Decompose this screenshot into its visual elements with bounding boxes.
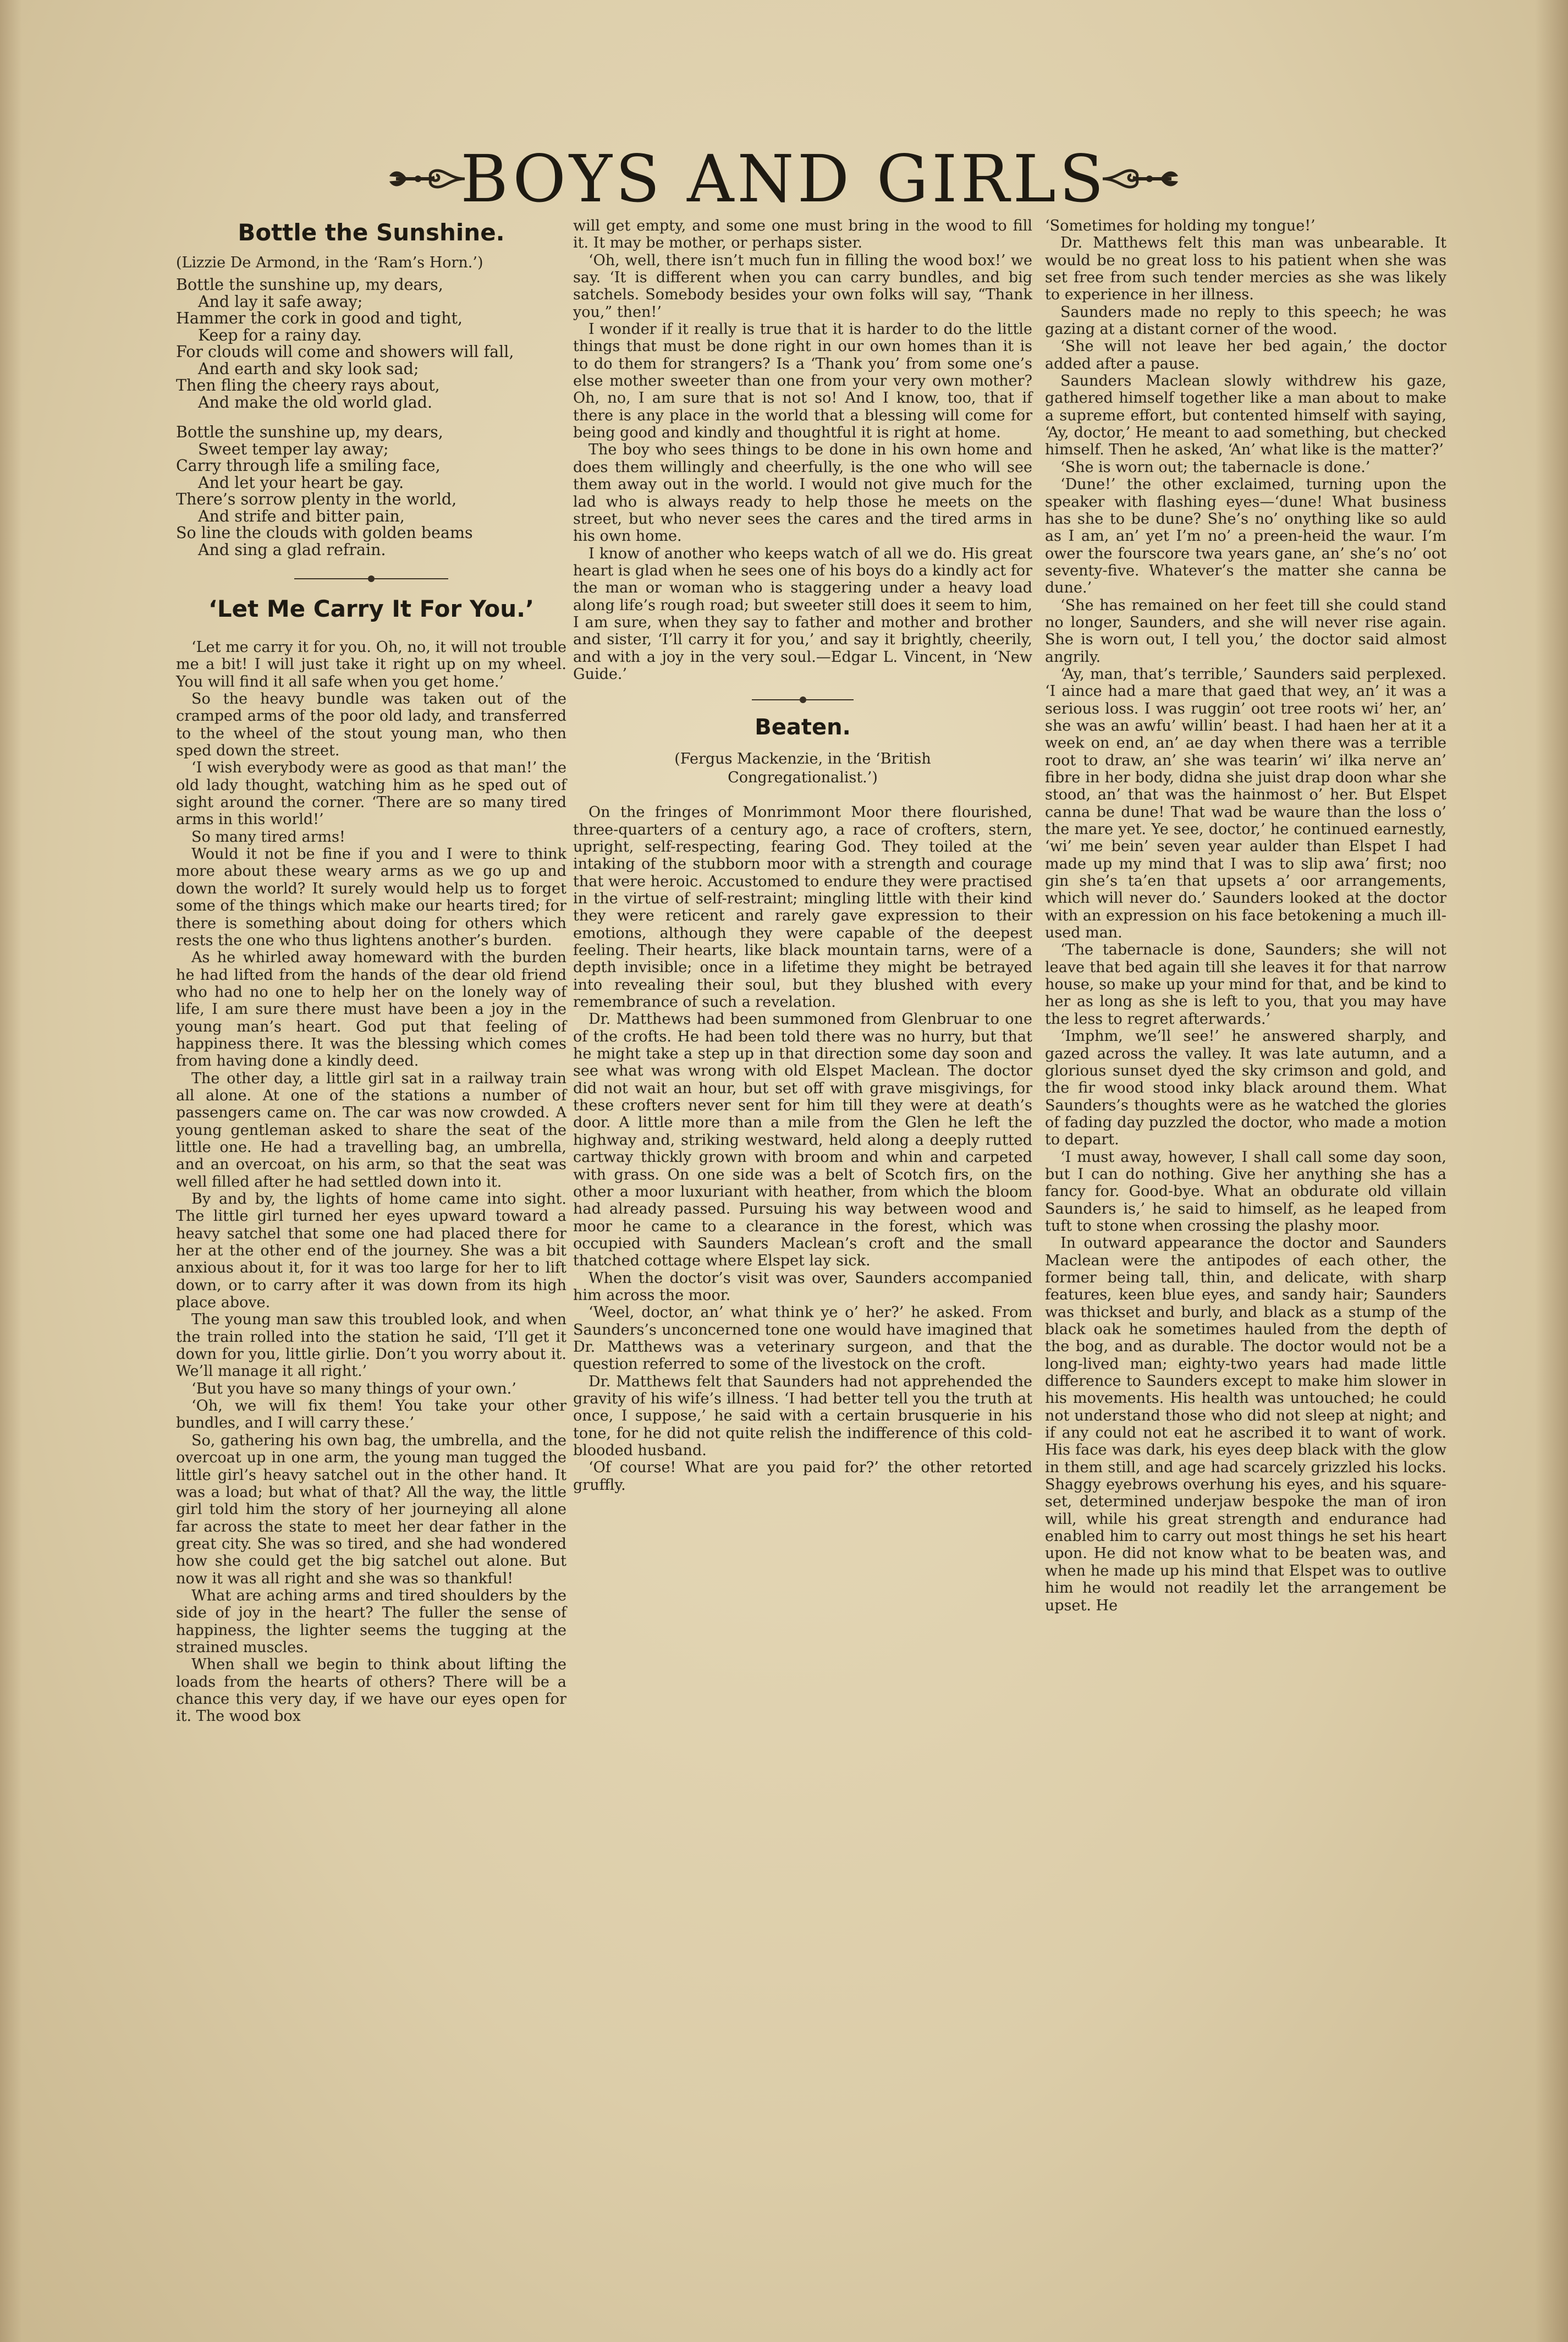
paragraph: Saunders Maclean slowly withdrew his gaze, gathered himself together like a man about to make a supreme effort, but contented himself with saying, ‘Ay, doctor,’ He meant to aad something, but checked himself. Then he asked, ‘An’ what like is the matter?’ bbox=[1045, 372, 1446, 459]
masthead-title: BOYS AND GIRLS bbox=[460, 141, 1107, 217]
paragraph: Dr. Matthews had been summoned from Glenbruar to one of the crofts. He had been told there was no hurry, but that he might take a step up in that direction some day soon and see what was wrong with old Elspet Maclean. The doctor did not wait an hour, but set off with grave misgivings, for these crofters never sent for him till they were at death’s door. A little more than a mile from the Glen he left the highway and, striking westward, held along a deeply rutted cartway thickly grown with broom and whin and carpeted with grass. On one side was a belt of Scotch firs, on the other a moor luxuriant with heather, from which the bloom had already passed. Pursuing his way between wood and moor he came to a clearance in the forest, which was occupied with Saunders Maclean’s croft and the small thatched cottage where Elspet lay sick. bbox=[573, 1011, 1032, 1270]
poem-line: And let your heart be gay. bbox=[198, 473, 404, 492]
paragraph: The boy who sees things to be done in his own home and does them willingly and cheerfully, is the one who will see them away out in the world. I would not give much for the lad who is always ready to help those he meets on the street, but who never sees the cares and the tired arms in his own home. bbox=[573, 441, 1032, 545]
paragraph: By and by, the lights of home came into sight. The little girl turned her eyes upward toward a heavy satchel that some one had placed there for her at the other end of the journey. She was a bit anxious about it, for it was too large for her to lift down, or to carry after it was down from its high place above. bbox=[176, 1191, 566, 1312]
paragraph: ‘Oh, we will fix them! You take your other bundles, and I will carry these.’ bbox=[176, 1397, 566, 1432]
paragraph: ‘She has remained on her feet till she could stand no longer, Saunders, and she will never rise again. She is worn out, I tell you,’ the doctor said almost angrily. bbox=[1045, 596, 1446, 666]
paragraph: Dr. Matthews felt that Saunders had not apprehended the gravity of his wife’s illness. ‘I had better tell you the truth at once, I suppose,’ he said with a certain brusquerie in his tone, for he did not quite relish the indifference of this cold-blooded husband. bbox=[573, 1373, 1032, 1459]
paragraph: As he whirled away homeward with the burden he had lifted from the hands of the dear old friend who had no one to help her on the lonely way of life, I am sure there must have been a joy in the young man’s heart. God put that feeling of happiness there. It was the blessing which comes from having done a kindly deed. bbox=[176, 949, 566, 1070]
paragraph: Dr. Matthews felt this man was unbearable. It would be no great loss to his patient when she was set free from such tender mercies as she was likely to experience in her illness. bbox=[1045, 234, 1446, 304]
paragraph: The young man saw this troubled look, and when the train rolled into the station he said, ‘I’ll get it down for you, little girlie. Don’t you worry about it. We’ll manage it all right.’ bbox=[176, 1311, 566, 1380]
poem-verse bbox=[176, 277, 566, 558]
story-body bbox=[176, 639, 566, 1725]
poem-line: So line the clouds with golden beams bbox=[176, 524, 473, 542]
paragraph: ‘Of course! What are you paid for?’ the other retorted gruffly. bbox=[573, 1459, 1032, 1494]
poem-line: Keep for a rainy day. bbox=[198, 326, 362, 344]
paragraph: will get empty, and some one must bring in the wood to fill it. It may be mother, or perhaps sister. bbox=[573, 217, 1032, 252]
story-byline: (Fergus Mackenzie, in the ‘British Congregationalist.’) bbox=[674, 750, 931, 787]
poem-byline: (Lizzie De Armond, in the ‘Ram’s Horn.’) bbox=[176, 254, 483, 271]
paragraph: So, gathering his own bag, the umbrella, and the overcoat up in one arm, the young man tugged the little girl’s heavy satchel out in the other hand. It was a load; but what of that? All the way, the little girl told him the story of her journeying all alone far across the state to meet her dear father in the great city. She was so tired, and she had wondered how she could get the big satchel out alone. But now it was all right and she was so thankful! bbox=[176, 1431, 566, 1587]
story-title-beaten: Beaten. bbox=[755, 715, 851, 741]
paragraph: ‘She is worn out; the tabernacle is done.’ bbox=[1060, 458, 1371, 476]
column-3 bbox=[1045, 217, 1446, 1614]
story-continuation bbox=[573, 217, 1032, 683]
paragraph: ‘Weel, doctor, an’ what think ye o’ her?’ he asked. From Saunders’s unconcerned tone one would have imagined that Dr. Matthews was a veterinary surgeon, and that the question referred to some of the livestock on the croft. bbox=[573, 1304, 1032, 1373]
poem-line: Then fling the cheery rays about, bbox=[176, 376, 440, 394]
paragraph: ‘Ay, man, that’s terrible,’ Saunders said perplexed. ‘I aince had a mare that gaed that wey, an’ it was a serious loss. I was ruggin’ oot tree roots wi’ her, an’ she was an awfu’ willin’ beast. I had haen her at it a week on end, an’ ae day when there was a terrible root to draw, an’ she was tearin’ wi’ ilka nerve an’ fibre in her body, didna she juist drap doon whar she stood, an’ that was the hainmost o’ her. But Elspet canna be dune! That wad be waure than the loss o’ the mare yet. Ye see, doctor,’ he continued earnestly, ‘wi’ me bein’ seven year aulder than Elspet I had made up my mind that I was to slip awa’ first; noo gin she’s ta’en that upsets a’ oor arrangements, which will never do.’ Saunders looked at the doctor with an expression on his face betokening a much ill-used man. bbox=[1045, 665, 1446, 942]
poem-line: And sing a glad refrain. bbox=[198, 540, 386, 559]
paragraph: When the doctor’s visit was over, Saunders accompanied him across the moor. bbox=[573, 1269, 1032, 1304]
paragraph: I know of another who keeps watch of all we do. His great heart is glad when he sees one of his boys do a kindly act for the man or woman who is staggering under a heavy load along life’s rough road; but sweeter still does it seem to him, I am sure, when they say to father and mother and brother and sister, ‘I’ll carry it for you,’ and say it brightly, cheerily, and with a joy in the very soul.—Edgar L. Vincent, in ‘New Guide.’ bbox=[573, 545, 1032, 683]
paragraph: ‘Oh, well, there isn’t much fun in filling the wood box!’ we say. ‘It is different when you can carry bundles, and big satchels. Somebody besides your own folks will say, “Thank you,” then!’ bbox=[573, 251, 1032, 321]
paragraph: The other day, a little girl sat in a railway train all alone. At one of the stations a number of passengers came on. The car was now crowded. A young gentleman asked to share the seat of the little one. He had a travelling bag, an umbrella, and an overcoat, on his arm, so that the seat was well filled after he had settled down into it. bbox=[176, 1069, 566, 1191]
story-continuation bbox=[1045, 217, 1446, 1614]
left-flourish-ornament bbox=[385, 154, 467, 204]
poem-line: Sweet temper lay away; bbox=[198, 440, 389, 458]
section-divider bbox=[573, 692, 1032, 708]
paragraph: ‘I must away, however, I shall call some day soon, but I can do nothing. Give her anything she has a fancy for. Good-bye. What an obdurate old villain Saunders is,’ he said to himself, as he leaped from tuft to stone when crossing the plashy moor. bbox=[1045, 1148, 1446, 1235]
paragraph: ‘Dune!’ the other exclaimed, turning upon the speaker with flashing eyes—‘dune! What business has she to be dune? She’s no’ onything like so auld as I am, an’ yet I’m no’ a preen-heid the waur. I’m ower the fourscore twa years gane, an’ she’s no’ oot seventy-five. Whatever’s the matter she canna be dune.’ bbox=[1045, 476, 1446, 597]
poem-line: And earth and sky look sad; bbox=[198, 359, 419, 378]
paragraph: In outward appearance the doctor and Saunders Maclean were the antipodes of each other, the former being tall, thin, and delicate, with sharp features, keen blue eyes, and sandy hair; Saunders was thickset and burly, and black as a stump of the black oak he sometimes hauled from the depth of the bog, and as durable. The doctor would not be a long-lived man; eighty-two years had made little difference to Saunders except to make him slower in his movements. His health was untouched; he could not understand those who did not sleep at night; and if any could not eat he ascribed it to want of work. His face was dark, his eyes deep black with the glow in them still, and age had scarcely grizzled his locks. Shaggy eyebrows overhung his eyes, and his square-set, determined underjaw bespoke the man of iron will, while his great strength and endurance had enabled him to carry out most things he set his heart upon. He did not know what to be beaten was, and when he made up his mind that Elspet was to outlive him he would not readily let the arrangement be upset. He bbox=[1045, 1235, 1446, 1614]
paragraph: ‘Sometimes for holding my tongue!’ bbox=[1045, 217, 1316, 234]
paragraph: So many tired arms! bbox=[191, 828, 345, 846]
poem-line: For clouds will come and showers will fall, bbox=[176, 343, 514, 361]
column-2 bbox=[573, 217, 1032, 1494]
poem-line: Hammer the cork in good and tight, bbox=[176, 309, 463, 327]
paragraph: ‘But you have so many things of your own.’ bbox=[191, 1380, 516, 1397]
poem-line: And strife and bitter pain, bbox=[198, 507, 405, 525]
paragraph: What are aching arms and tired shoulders by the side of joy in the heart? The fuller the sense of happiness, the lighter seems the tugging at the strained muscles. bbox=[176, 1587, 566, 1656]
poem-line bbox=[176, 411, 566, 424]
poem-line: And make the old world glad. bbox=[198, 393, 433, 412]
paragraph: ‘I wish everybody were as good as that man!’ the old lady thought, watching him as he sped out of sight around the corner. ‘There are so many tired arms in this world!’ bbox=[176, 759, 566, 829]
poem-line: There’s sorrow plenty in the world, bbox=[176, 490, 457, 508]
paragraph: ‘Let me carry it for you. Oh, no, it will not trouble me a bit! I will just take it right up on my wheel. You will find it all safe when you get home.’ bbox=[176, 639, 566, 690]
column-1 bbox=[176, 217, 566, 1725]
paragraph: I wonder if it really is true that it is harder to do the little things that must be done right in our own homes than it is to do them for strangers? Is a ‘Thank you’ from some one’s else mother sweeter than one from your very own mother? Oh, no, I am sure that is not so! And I know, too, that if there is any place in the world that a blessing will come for being good and kindly and thoughtful it is right at home. bbox=[573, 321, 1032, 442]
paragraph: ‘Imphm, we’ll see!’ he answered sharply, and gazed across the valley. It was late autumn, and a glorious sunset dyed the sky crimson and gold, and the fir wood stood inky black around them. What Saunders’s thoughts were as he watched the glories of fading day puzzled the doctor, who made a motion to depart. bbox=[1045, 1028, 1446, 1149]
paragraph: So the heavy bundle was taken out of the cramped arms of the poor old lady, and transferred to the wheel of the stout young man, who then sped down the street. bbox=[176, 690, 566, 760]
paragraph: ‘She will not leave her bed again,’ the doctor added after a pause. bbox=[1045, 338, 1446, 372]
paragraph: When shall we begin to think about lifting the loads from the hearts of others? There will be a chance this very day, if we have our eyes open for it. The wood box bbox=[176, 1656, 566, 1725]
right-flourish-ornament bbox=[1100, 154, 1182, 204]
page-shadow-right bbox=[1535, 0, 1568, 2342]
paragraph: On the fringes of Monrimmont Moor there flourished, three-quarters of a century ago, a race of crofters, stern, upright, self-respecting, fearing God. They toiled at the intaking of the stubborn moor with a strength and courage that were heroic. Accustomed to endure they were practised in the virtue of self-restraint; mingling little with their kind they were reticent and rarely gave expression to their emotions, although they were capable of the deepest feeling. Their hearts, like black mountain tarns, were of a depth invisible; once in a lifetime they might be betrayed into revealing their soul, but they blushed with every remembrance of such a revelation. bbox=[573, 804, 1032, 1011]
poem-line: Bottle the sunshine up, my dears, bbox=[176, 423, 443, 441]
page-shadow-left bbox=[0, 0, 22, 2342]
poem-line: Bottle the sunshine up, my dears, bbox=[176, 276, 443, 294]
section-divider bbox=[176, 571, 566, 587]
poem-line: Carry through life a smiling face, bbox=[176, 457, 441, 475]
story-body bbox=[573, 804, 1032, 1494]
section-masthead bbox=[385, 138, 1182, 220]
poem-title: Bottle the Sunshine. bbox=[238, 219, 505, 246]
paragraph: Would it not be fine if you and I were to think more about these weary arms as we go up and down the world? It surely would help us to forget some of the things which make our hearts tired; for there is something about doing for others which rests the one who thus lightens another’s burden. bbox=[176, 846, 566, 949]
poem-line: And lay it safe away; bbox=[198, 292, 363, 311]
paragraph: Saunders made no reply to this speech; he was gazing at a distant corner of the wood. bbox=[1045, 303, 1446, 338]
story-title: ‘Let Me Carry It For You.’ bbox=[208, 595, 535, 622]
paragraph: ‘The tabernacle is done, Saunders; she will not leave that bed again till she leaves it for that narrow house, so make up your mind for that, and be kind to her as long as she is left to you, that you may have the less to regret afterwards.’ bbox=[1045, 941, 1446, 1028]
